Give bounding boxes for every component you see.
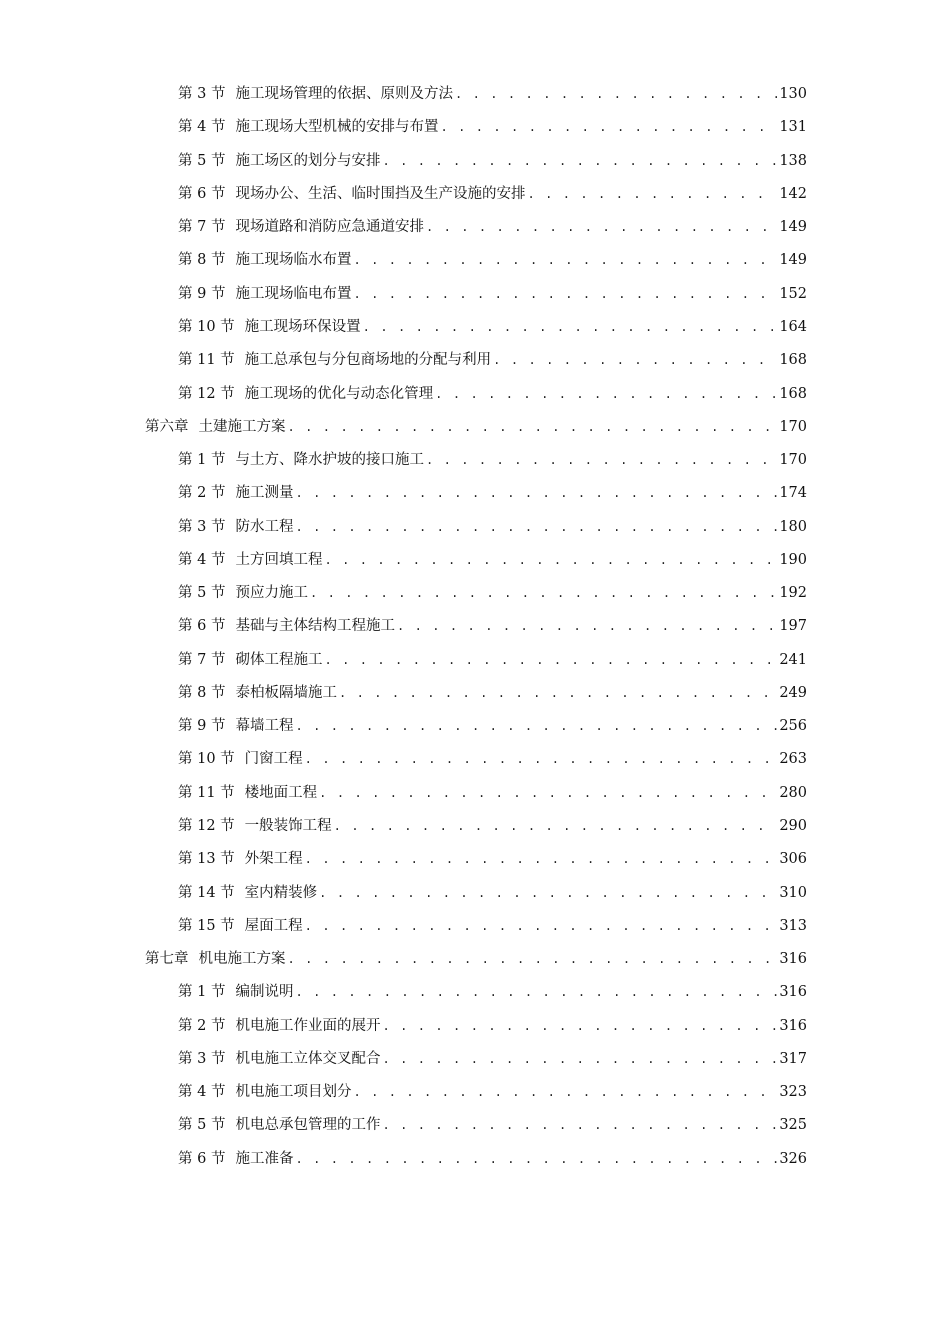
toc-entry-title: 施工准备: [235, 1150, 294, 1167]
toc-entry-line: [178, 881, 807, 902]
toc-entry-title: 机电施工立体交叉配合: [235, 1050, 381, 1067]
toc-entry-number: 第 8 节: [178, 252, 226, 269]
toc-section-entry[interactable]: [0, 342, 950, 375]
toc-entry-line: [178, 747, 807, 768]
toc-section-entry[interactable]: [0, 575, 950, 608]
toc-entry-page-number: 190: [779, 551, 807, 568]
toc-section-entry[interactable]: [0, 176, 950, 209]
toc-entry-title: 室内精装修: [244, 884, 318, 901]
toc-entry-page-number: 241: [779, 651, 807, 668]
toc-entry-number: 第 3 节: [178, 1050, 226, 1067]
toc-dot-leader: [363, 320, 778, 334]
toc-entry-page-number: 323: [779, 1084, 807, 1101]
toc-dot-leader: [426, 453, 777, 467]
toc-entry-title: 施工现场临电布置: [235, 285, 352, 302]
toc-dot-leader: [435, 387, 777, 401]
toc-entry-line: [178, 182, 807, 203]
toc-entry-line: [178, 681, 807, 702]
toc-dot-leader: [455, 87, 777, 101]
table-of-contents: [0, 76, 950, 1174]
toc-entry-title: 施工现场的优化与动态化管理: [244, 385, 434, 402]
toc-entry-page-number: 290: [779, 817, 807, 834]
toc-entry-page-number: 197: [779, 618, 807, 635]
toc-dot-leader: [319, 886, 777, 900]
toc-entry-line: [178, 1014, 807, 1035]
toc-entry-line: [178, 548, 807, 569]
toc-entry-page-number: 316: [779, 1017, 807, 1034]
toc-entry-number: 第 7 节: [178, 219, 226, 236]
toc-entry-number: 第 8 节: [178, 684, 226, 701]
toc-dot-leader: [295, 520, 777, 534]
toc-entry-number: 第 11 节: [178, 784, 235, 801]
toc-entry-page-number: 164: [779, 318, 807, 335]
toc-chapter-entry[interactable]: [0, 941, 950, 974]
toc-entry-number: 第六章: [145, 418, 189, 435]
toc-entry-title: 机电施工项目划分: [235, 1084, 352, 1101]
toc-dot-leader: [295, 985, 777, 999]
toc-entry-number: 第七章: [145, 951, 189, 968]
toc-dot-leader: [288, 420, 778, 434]
toc-entry-number: 第 2 节: [178, 1017, 226, 1034]
toc-section-entry[interactable]: [0, 508, 950, 541]
toc-dot-leader: [382, 1118, 777, 1132]
toc-entry-line: [178, 1113, 807, 1134]
toc-section-entry[interactable]: [0, 1041, 950, 1074]
toc-section-entry[interactable]: [0, 542, 950, 575]
toc-section-entry[interactable]: [0, 675, 950, 708]
toc-entry-page-number: 280: [779, 784, 807, 801]
toc-section-entry[interactable]: [0, 242, 950, 275]
toc-entry-page-number: 192: [779, 585, 807, 602]
toc-entry-page-number: 170: [779, 418, 807, 435]
toc-entry-title: 幕墙工程: [235, 718, 294, 735]
toc-entry-title: 编制说明: [235, 984, 294, 1001]
toc-dot-leader: [353, 287, 777, 301]
toc-entry-title: 泰柏板隔墙施工: [235, 684, 337, 701]
toc-entry-page-number: 180: [779, 518, 807, 535]
toc-entry-title: 屋面工程: [244, 917, 303, 934]
toc-section-entry[interactable]: [0, 475, 950, 508]
toc-entry-line: [178, 448, 807, 469]
toc-entry-page-number: 317: [779, 1050, 807, 1067]
toc-dot-leader: [305, 852, 778, 866]
toc-entry-title: 砌体工程施工: [235, 651, 323, 668]
toc-section-entry[interactable]: [0, 375, 950, 408]
toc-entry-page-number: 168: [779, 352, 807, 369]
toc-section-entry[interactable]: [0, 143, 950, 176]
toc-entry-title: 门窗工程: [244, 751, 303, 768]
toc-dot-leader: [382, 1019, 777, 1033]
toc-dot-leader: [382, 154, 777, 168]
toc-section-entry[interactable]: [0, 974, 950, 1007]
toc-entry-line: [178, 315, 807, 336]
toc-entry-page-number: 256: [779, 718, 807, 735]
toc-entry-page-number: 263: [779, 751, 807, 768]
toc-section-entry[interactable]: [0, 1074, 950, 1107]
toc-dot-leader: [319, 786, 777, 800]
toc-dot-leader: [334, 819, 778, 833]
toc-entry-page-number: 310: [779, 884, 807, 901]
toc-entry-line: [178, 248, 807, 269]
toc-section-entry[interactable]: [0, 775, 950, 808]
toc-entry-number: 第 4 节: [178, 119, 226, 136]
toc-entry-page-number: 170: [779, 452, 807, 469]
toc-entry-title: 外架工程: [244, 851, 303, 868]
toc-entry-page-number: 316: [779, 951, 807, 968]
toc-dot-leader: [288, 952, 778, 966]
toc-entry-number: 第 5 节: [178, 152, 226, 169]
toc-entry-title: 施工测量: [235, 485, 294, 502]
toc-entry-line: [178, 781, 807, 802]
toc-dot-leader: [353, 253, 777, 267]
toc-entry-number: 第 11 节: [178, 352, 235, 369]
toc-entry-number: 第 15 节: [178, 917, 235, 934]
toc-entry-title: 防水工程: [235, 518, 294, 535]
toc-entry-line: [178, 1080, 807, 1101]
toc-section-entry[interactable]: [0, 309, 950, 342]
toc-section-entry[interactable]: [0, 642, 950, 675]
toc-entry-number: 第 10 节: [178, 318, 235, 335]
toc-entry-title: 土建施工方案: [198, 418, 286, 435]
toc-entry-title: 施工现场管理的依据、原则及方法: [235, 86, 453, 103]
toc-section-entry[interactable]: [0, 109, 950, 142]
toc-entry-line: [178, 515, 807, 536]
toc-dot-leader: [493, 353, 777, 367]
toc-dot-leader: [324, 653, 777, 667]
toc-dot-leader: [426, 220, 777, 234]
toc-entry-line: [145, 947, 807, 968]
toc-entry-number: 第 13 节: [178, 851, 235, 868]
toc-dot-leader: [295, 719, 777, 733]
toc-entry-title: 楼地面工程: [244, 784, 318, 801]
toc-section-entry[interactable]: [0, 608, 950, 641]
toc-entry-number: 第 9 节: [178, 718, 226, 735]
toc-entry-number: 第 12 节: [178, 385, 235, 402]
toc-entry-line: [178, 382, 807, 403]
toc-entry-number: 第 14 节: [178, 884, 235, 901]
toc-entry-page-number: 152: [779, 285, 807, 302]
toc-entry-title: 施工现场临水布置: [235, 252, 352, 269]
toc-entry-line: [178, 581, 807, 602]
toc-section-entry[interactable]: [0, 1141, 950, 1174]
toc-entry-line: [178, 847, 807, 868]
toc-entry-number: 第 3 节: [178, 518, 226, 535]
toc-entry-title: 施工现场大型机械的安排与布置: [235, 119, 439, 136]
toc-entry-title: 施工现场环保设置: [244, 318, 361, 335]
toc-dot-leader: [382, 1052, 777, 1066]
toc-entry-line: [178, 215, 807, 236]
toc-entry-number: 第 5 节: [178, 585, 226, 602]
toc-dot-leader: [324, 553, 777, 567]
toc-entry-number: 第 3 节: [178, 86, 226, 103]
toc-entry-page-number: 174: [779, 485, 807, 502]
toc-entry-number: 第 12 节: [178, 817, 235, 834]
toc-section-entry[interactable]: [0, 276, 950, 309]
toc-entry-line: [178, 1047, 807, 1068]
toc-entry-page-number: 249: [779, 684, 807, 701]
toc-entry-title: 预应力施工: [235, 585, 308, 602]
toc-entry-title: 机电施工作业面的展开: [235, 1017, 381, 1034]
toc-section-entry[interactable]: [0, 708, 950, 741]
toc-dot-leader: [305, 919, 778, 933]
toc-entry-line: [178, 82, 807, 103]
toc-section-entry[interactable]: [0, 808, 950, 841]
toc-dot-leader: [295, 1152, 777, 1166]
toc-entry-page-number: 306: [779, 851, 807, 868]
toc-entry-page-number: 168: [779, 385, 807, 402]
toc-entry-line: [145, 415, 807, 436]
toc-entry-line: [178, 614, 807, 635]
toc-section-entry[interactable]: [0, 741, 950, 774]
toc-entry-title: 与土方、降水护坡的接口施工: [235, 452, 424, 469]
toc-entry-title: 基础与主体结构工程施工: [235, 618, 395, 635]
toc-entry-title: 现场办公、生活、临时围挡及生产设施的安排: [235, 185, 526, 202]
toc-dot-leader: [310, 586, 777, 600]
toc-entry-title: 一般装饰工程: [244, 817, 332, 834]
toc-entry-page-number: 326: [779, 1150, 807, 1167]
toc-entry-page-number: 313: [779, 917, 807, 934]
toc-entry-line: [178, 714, 807, 735]
toc-entry-title: 土方回填工程: [235, 551, 323, 568]
toc-entry-line: [178, 481, 807, 502]
toc-entry-number: 第 4 节: [178, 551, 226, 568]
toc-entry-title: 施工总承包与分包商场地的分配与利用: [244, 352, 492, 369]
toc-entry-page-number: 325: [779, 1117, 807, 1134]
toc-dot-leader: [353, 1085, 777, 1099]
toc-entry-line: [178, 348, 807, 369]
toc-entry-line: [178, 814, 807, 835]
toc-section-entry[interactable]: [0, 209, 950, 242]
toc-entry-number: 第 7 节: [178, 651, 226, 668]
toc-entry-number: 第 5 节: [178, 1117, 226, 1134]
toc-entry-page-number: 131: [779, 119, 807, 136]
toc-entry-line: [178, 914, 807, 935]
toc-entry-line: [178, 980, 807, 1001]
toc-entry-page-number: 130: [779, 86, 807, 103]
toc-dot-leader: [295, 486, 777, 500]
toc-entry-line: [178, 149, 807, 170]
toc-entry-line: [178, 1147, 807, 1168]
toc-entry-page-number: 316: [779, 984, 807, 1001]
toc-dot-leader: [305, 752, 778, 766]
toc-section-entry[interactable]: [0, 841, 950, 874]
toc-entry-number: 第 9 节: [178, 285, 226, 302]
toc-entry-title: 现场道路和消防应急通道安排: [235, 219, 424, 236]
toc-chapter-entry[interactable]: [0, 409, 950, 442]
toc-dot-leader: [397, 619, 777, 633]
toc-entry-number: 第 1 节: [178, 452, 226, 469]
toc-entry-number: 第 6 节: [178, 618, 226, 635]
toc-entry-page-number: 149: [779, 252, 807, 269]
toc-dot-leader: [527, 187, 777, 201]
toc-entry-line: [178, 282, 807, 303]
toc-entry-number: 第 2 节: [178, 485, 226, 502]
toc-section-entry[interactable]: [0, 874, 950, 907]
toc-entry-number: 第 10 节: [178, 751, 235, 768]
toc-dot-leader: [440, 120, 777, 134]
toc-section-entry[interactable]: [0, 908, 950, 941]
toc-section-entry[interactable]: [0, 1107, 950, 1140]
toc-entry-title: 机电施工方案: [198, 951, 286, 968]
toc-entry-title: 机电总承包管理的工作: [235, 1117, 381, 1134]
toc-entry-page-number: 149: [779, 219, 807, 236]
toc-entry-page-number: 142: [779, 185, 807, 202]
toc-dot-leader: [339, 686, 777, 700]
toc-entry-number: 第 6 节: [178, 1150, 226, 1167]
toc-entry-number: 第 1 节: [178, 984, 226, 1001]
toc-entry-line: [178, 115, 807, 136]
toc-section-entry[interactable]: [0, 442, 950, 475]
toc-entry-number: 第 4 节: [178, 1084, 226, 1101]
toc-entry-title: 施工场区的划分与安排: [235, 152, 381, 169]
toc-section-entry[interactable]: [0, 76, 950, 109]
toc-entry-line: [178, 648, 807, 669]
toc-entry-number: 第 6 节: [178, 185, 226, 202]
toc-entry-page-number: 138: [779, 152, 807, 169]
toc-section-entry[interactable]: [0, 1007, 950, 1040]
